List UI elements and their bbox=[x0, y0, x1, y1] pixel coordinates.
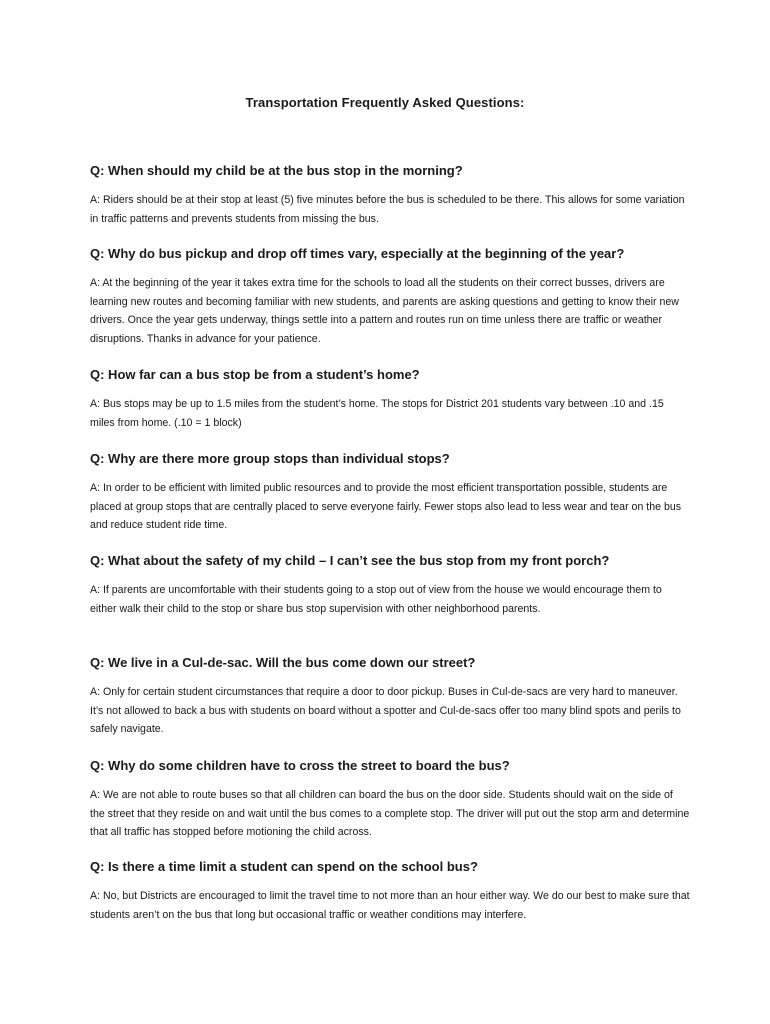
faq-question: Q: Is there a time limit a student can spend on the school bus? bbox=[90, 859, 478, 874]
faq-answer: A: Only for certain student circumstances that require a door to door pickup. Buses in Cul-de-sacs are very hard to maneuver. It’s not allowed to back a bus with students on board without a spotter and Cul-de-sacs offer too many blind spots and perils to safely navigate. bbox=[90, 686, 681, 735]
faq-question: Q: Why do bus pickup and drop off times vary, especially at the beginning of the year? bbox=[90, 246, 625, 261]
faq-question: Q: We live in a Cul-de-sac. Will the bus come down our street? bbox=[90, 655, 476, 670]
faq-answer: A: In order to be efficient with limited public resources and to provide the most efficient transportation possible, students are placed at group stops that are centrally placed to serve everyone fairly. Fewer stops also lead to less wear and tear on the bus and reduce student ride time. bbox=[90, 482, 682, 531]
faq-item bbox=[90, 654, 690, 739]
faq-answer: A: Bus stops may be up to 1.5 miles from the student’s home. The stops for District 201 students vary between .10 and .15 miles from home. (.10 = 1 block) bbox=[90, 398, 664, 429]
faq-question: Q: Why are there more group stops than individual stops? bbox=[90, 451, 450, 466]
faq-item bbox=[90, 162, 690, 228]
faq-answer: A: We are not able to route buses so that all children can board the bus on the door side. Students should wait on the side of the street that they reside on and wait until the bus comes to a complete stop. The driver will put out the stop arm and determine that all traffic has stopped before motioning the child across. bbox=[90, 789, 690, 838]
faq-question: Q: When should my child be at the bus stop in the morning? bbox=[90, 163, 463, 178]
faq-question: Q: Why do some children have to cross the street to board the bus? bbox=[90, 758, 510, 773]
faq-answer: A: No, but Districts are encouraged to limit the travel time to not more than an hour either way. We do our best to make sure that students aren’t on the bus that long but occasional traffic or weather conditions may interfere. bbox=[90, 890, 690, 921]
document-title: Transportation Frequently Asked Questions: bbox=[245, 95, 525, 110]
faq-item bbox=[90, 245, 690, 348]
faq-item bbox=[90, 757, 690, 842]
faq-item bbox=[90, 858, 690, 924]
faq-item bbox=[90, 552, 690, 618]
faq-answer: A: If parents are uncomfortable with their students going to a stop out of view from the house we would encourage them to either walk their child to the stop or share bus stop supervision with other neighborhood parents. bbox=[90, 584, 662, 615]
faq-item bbox=[90, 366, 690, 432]
faq-answer: A: Riders should be at their stop at least (5) five minutes before the bus is scheduled to be there. This allows for some variation in traffic patterns and prevents students from missing the bus. bbox=[90, 194, 685, 225]
faq-question: Q: How far can a bus stop be from a student’s home? bbox=[90, 367, 420, 382]
faq-answer: A: At the beginning of the year it takes extra time for the schools to load all the students on their correct busses, drivers are learning new routes and becoming familiar with new students, and parents are asking questions and getting to know their new drivers. Once the year gets underway, things settle into a pattern and routes run on time unless there are traffic or weather disruptions. Thanks in advance for your patience. bbox=[90, 277, 679, 345]
faq-item bbox=[90, 450, 690, 535]
faq-question: Q: What about the safety of my child – I can’t see the bus stop from my front porch? bbox=[90, 553, 610, 568]
